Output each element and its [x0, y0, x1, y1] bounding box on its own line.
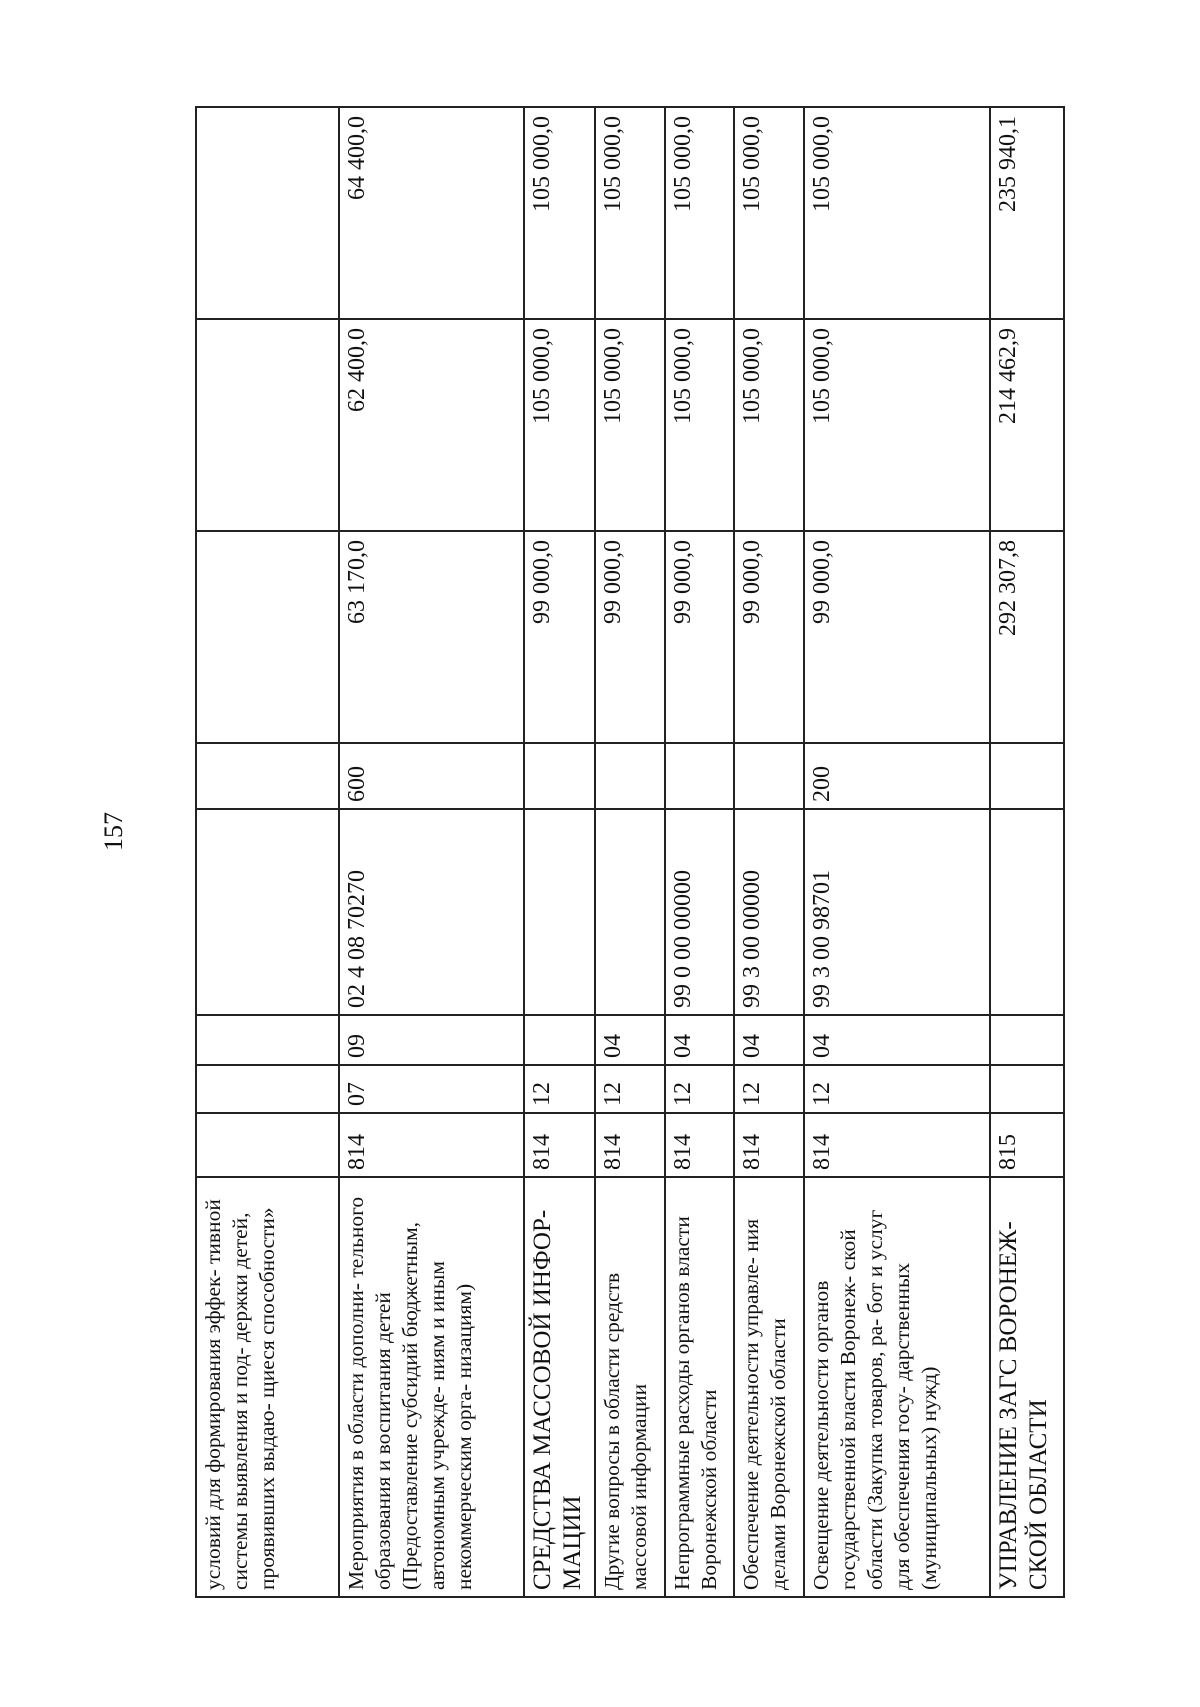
grbs-cell: 815: [990, 1113, 1064, 1177]
table-row: [990, 107, 1064, 1597]
expense-type-cell: 200: [804, 743, 990, 809]
expense-type-cell: 600: [339, 743, 523, 809]
grbs-cell: 814: [595, 1113, 665, 1177]
section-cell: 12: [524, 1065, 596, 1113]
year3-amount-cell: 105 000,0: [524, 107, 596, 319]
subsection-cell: [524, 1015, 596, 1065]
subsection-cell: [196, 1015, 339, 1065]
grbs-cell: 814: [804, 1113, 990, 1177]
table-row: [804, 107, 990, 1597]
grbs-cell: 814: [524, 1113, 596, 1177]
budget-table-rotated: [195, 108, 1065, 1598]
table-row: [524, 107, 596, 1597]
target-article-cell: 99 3 00 00000: [734, 809, 804, 1015]
expense-type-cell: [595, 743, 665, 809]
year2-amount-cell: 105 000,0: [665, 319, 735, 531]
budget-table: [195, 106, 1065, 1598]
year3-amount-cell: 64 400,0: [339, 107, 523, 319]
table-row: [196, 107, 339, 1597]
subsection-cell: 04: [595, 1015, 665, 1065]
year1-amount-cell: 99 000,0: [665, 531, 735, 743]
grbs-cell: 814: [665, 1113, 735, 1177]
table-row: [339, 107, 523, 1597]
section-cell: 07: [339, 1065, 523, 1113]
expense-type-cell: [734, 743, 804, 809]
grbs-cell: [196, 1113, 339, 1177]
table-row: [665, 107, 735, 1597]
table-row: [595, 107, 665, 1597]
row-name: Обеспечение деятельности управле- ния делами Воронежской области: [734, 1177, 804, 1597]
expense-type-cell: [990, 743, 1064, 809]
expense-type-cell: [196, 743, 339, 809]
target-article-cell: [196, 809, 339, 1015]
section-cell: [990, 1065, 1064, 1113]
subsection-cell: [990, 1015, 1064, 1065]
subsection-cell: 04: [665, 1015, 735, 1065]
year2-amount-cell: 105 000,0: [524, 319, 596, 531]
row-name: Другие вопросы в области средств массовой информации: [595, 1177, 665, 1597]
year2-amount-cell: 105 000,0: [804, 319, 990, 531]
section-cell: 12: [734, 1065, 804, 1113]
row-name: СРЕДСТВА МАССОВОЙ ИНФОР- МАЦИИ: [524, 1177, 596, 1597]
target-article-cell: 02 4 08 70270: [339, 809, 523, 1015]
year1-amount-cell: 63 170,0: [339, 531, 523, 743]
year3-amount-cell: 235 940,1: [990, 107, 1064, 319]
target-article-cell: [524, 809, 596, 1015]
year2-amount-cell: 105 000,0: [595, 319, 665, 531]
year3-amount-cell: 105 000,0: [665, 107, 735, 319]
row-name: Непрограммные расходы органов власти Воронежской области: [665, 1177, 735, 1597]
table-row: [734, 107, 804, 1597]
row-name: Мероприятия в области дополни- тельного образования и воспитания детей (Предоставление субсидий бюджетным, автономным учрежде- ниям и иным некоммерческим орга- низациям): [339, 1177, 523, 1597]
row-name: условий для формирования эффек- тивной системы выявления и под- держки детей, проявивших выдаю- щиеся способности»: [196, 1177, 339, 1597]
year3-amount-cell: 105 000,0: [804, 107, 990, 319]
target-article-cell: [595, 809, 665, 1015]
subsection-cell: 04: [804, 1015, 990, 1065]
year3-amount-cell: [196, 107, 339, 319]
grbs-cell: 814: [339, 1113, 523, 1177]
year1-amount-cell: [196, 531, 339, 743]
section-cell: [196, 1065, 339, 1113]
target-article-cell: [990, 809, 1064, 1015]
grbs-cell: 814: [734, 1113, 804, 1177]
year3-amount-cell: 105 000,0: [734, 107, 804, 319]
year1-amount-cell: 99 000,0: [524, 531, 596, 743]
row-name: Освещение деятельности органов государственной власти Воронеж- ской области (Закупка товаров, ра- бот и услуг для обеспечения госу- дарственных (муниципальных) нужд): [804, 1177, 990, 1597]
expense-type-cell: [665, 743, 735, 809]
section-cell: 12: [665, 1065, 735, 1113]
year1-amount-cell: 99 000,0: [595, 531, 665, 743]
section-cell: 12: [804, 1065, 990, 1113]
target-article-cell: 99 0 00 00000: [665, 809, 735, 1015]
year1-amount-cell: 99 000,0: [734, 531, 804, 743]
subsection-cell: 09: [339, 1015, 523, 1065]
year2-amount-cell: 62 400,0: [339, 319, 523, 531]
page-number: 157: [99, 812, 128, 851]
section-cell: 12: [595, 1065, 665, 1113]
year1-amount-cell: 99 000,0: [804, 531, 990, 743]
subsection-cell: 04: [734, 1015, 804, 1065]
year2-amount-cell: 214 462,9: [990, 319, 1064, 531]
year2-amount-cell: [196, 319, 339, 531]
year2-amount-cell: 105 000,0: [734, 319, 804, 531]
expense-type-cell: [524, 743, 596, 809]
row-name: УПРАВЛЕНИЕ ЗАГС ВОРОНЕЖ- СКОЙ ОБЛАСТИ: [990, 1177, 1064, 1597]
year1-amount-cell: 292 307,8: [990, 531, 1064, 743]
year3-amount-cell: 105 000,0: [595, 107, 665, 319]
target-article-cell: 99 3 00 98701: [804, 809, 990, 1015]
